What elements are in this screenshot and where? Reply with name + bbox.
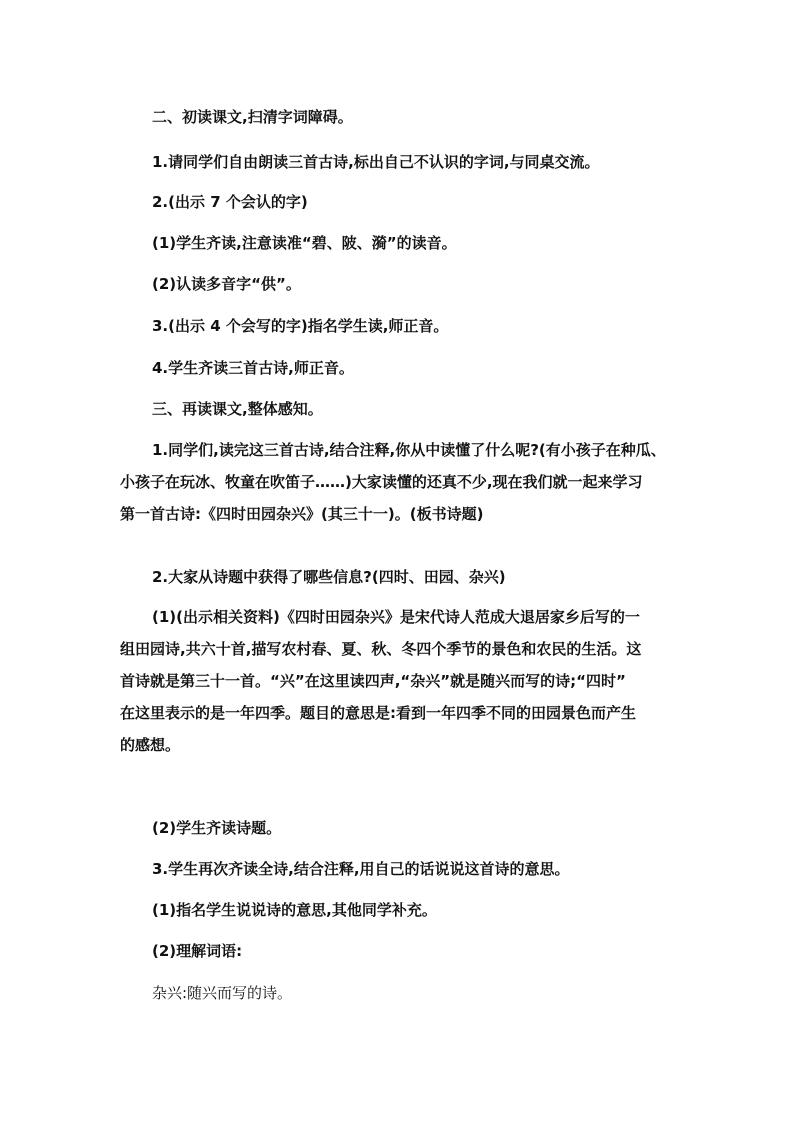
text-line: 首诗就是第三十一首。“兴”在这里读四声,“杂兴”就是随兴而写的诗;“四时”	[120, 672, 626, 690]
text-line: 1.请同学们自由朗读三首古诗,标出自己不认识的字词,与同桌交流。	[152, 153, 600, 171]
section-heading-initial-reading	[152, 101, 712, 133]
explain-paragraph	[152, 894, 712, 926]
text-line: 2.大家从诗题中获得了哪些信息?(四时、田园、杂兴)	[152, 568, 506, 586]
text-line: 3.学生再次齐读全诗,结合注释,用自己的话说说这首诗的意思。	[152, 860, 570, 878]
section-heading-overall-perception	[152, 393, 712, 425]
substep-1-paragraph	[152, 227, 712, 259]
background-material-paragraph	[120, 601, 680, 761]
vocabulary-definition	[152, 977, 712, 1009]
retell-paragraph	[152, 853, 712, 885]
text-line: (2)认读多音字“供”。	[152, 275, 301, 293]
text-line: (2)理解词语:	[152, 942, 243, 960]
text-line: 小孩子在玩冰、牧童在吹笛子……)大家读懂的还真不少,现在我们就一起来学习	[120, 473, 643, 491]
text-line: 第一首古诗:《四时田园杂兴》(其三十一)。(板书诗题)	[120, 505, 484, 523]
text-line: 2.(出示 7 个会认的字)	[152, 193, 308, 211]
text-line: 三、再读课文,整体感知。	[152, 400, 323, 418]
substep-2-paragraph	[152, 268, 712, 300]
text-line: 1.同学们,读完这三首古诗,结合注释,你从中读懂了什么呢?(有小孩子在种瓜、	[152, 441, 666, 459]
read-title-paragraph	[152, 812, 712, 844]
step-3-paragraph	[152, 310, 712, 342]
text-line: (1)(出示相关资料)《四时田园杂兴》是宋代诗人范成大退居家乡后写的一	[152, 608, 640, 626]
text-line: 4.学生齐读三首古诗,师正音。	[152, 359, 354, 377]
text-line: (1)指名学生说说诗的意思,其他同学补充。	[152, 901, 437, 919]
text-line: 3.(出示 4 个会写的字)指名学生读,师正音。	[152, 317, 449, 335]
text-line: 二、初读课文,扫清字词障碍。	[152, 108, 353, 126]
step-2-paragraph	[152, 186, 712, 218]
text-line: 组田园诗,共六十首,描写农村春、夏、秋、冬四个季节的景色和农民的生活。这	[120, 640, 642, 658]
step-1-paragraph	[152, 146, 712, 178]
poem-title-info-paragraph	[152, 561, 712, 593]
vocabulary-heading	[152, 935, 712, 967]
text-line: 的感想。	[120, 736, 181, 754]
question-paragraph	[120, 434, 680, 530]
step-4-paragraph	[152, 352, 712, 384]
text-line: (2)学生齐读诗题。	[152, 819, 282, 837]
text-line: 在这里表示的是一年四季。题目的意思是:看到一年四季不同的田园景色而产生	[120, 704, 637, 722]
text-line: (1)学生齐读,注意读准“碧、陂、漪”的读音。	[152, 234, 457, 252]
text-line: 杂兴:随兴而写的诗。	[152, 984, 293, 1002]
